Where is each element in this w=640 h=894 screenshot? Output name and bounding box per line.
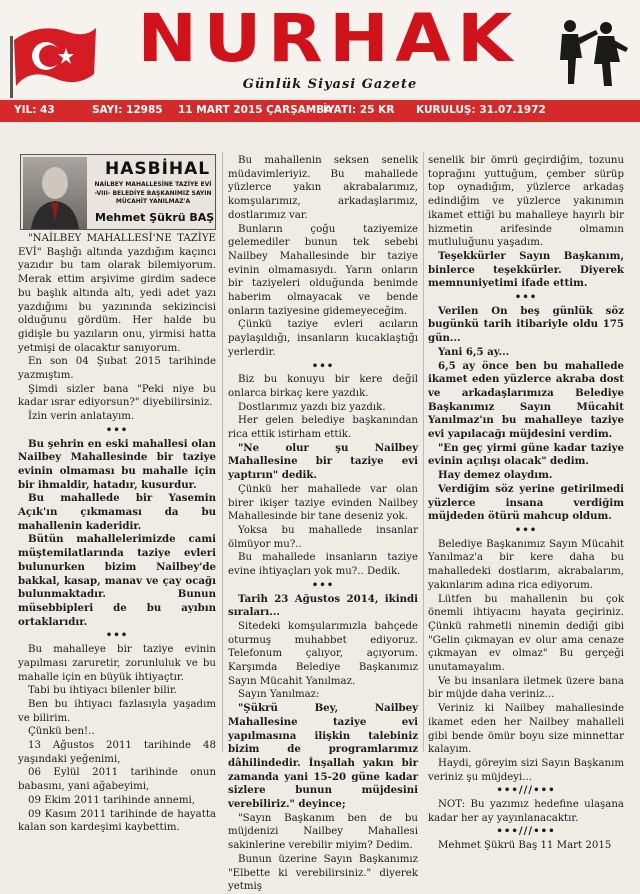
folk-dancers-icon <box>548 14 630 92</box>
article-paragraph: "En geç yirmi güne kadar taziye evinin açılışı olacak" dedim. <box>428 441 624 468</box>
article-paragraph: Mehmet Şükrü Baş 11 Mart 2015 <box>438 840 612 852</box>
author-photo <box>23 157 87 229</box>
article-paragraph: Veriniz ki Nailbey mahallesinde ikamet eden her Nailbey mahalleli gibi bende ömür boyu size minnettar kalayım. <box>428 703 624 756</box>
article-paragraph: Ben bu ihtiyacı fazlasıyla yaşadım ve bilirim. <box>18 698 216 724</box>
article-paragraph: 09 Kasım 2011 tarihinde de hayatta kalan son kardeşimi kaybettim. <box>18 808 216 834</box>
article-paragraph: Dostlarımız yazdı biz yazdık. <box>238 401 386 413</box>
price-label: FİYATI: 25 KR <box>316 104 395 116</box>
article-paragraph: Bütün mahallelerimizde cami müştemilatlarında taziye evleri bulunurken bizim Nailbey'de bakkal, kasap, manav ve çay ocağı bulunmaktadır. Bunun müsebbipleri de bu ayıbın ortaklarıdır. <box>18 533 216 628</box>
article-paragraph: Her gelen belediye başkanından rica ettik istirham ettik. <box>228 415 418 441</box>
article-paragraph: Teşekkürler Sayın Başkanım, binlerce teşekkürler. Diyerek memnuniyetimi ifade ettim. <box>428 249 624 290</box>
article-paragraph: 13 Ağustos 2011 tarihinde 48 yaşındaki yeğenimi, <box>18 740 216 765</box>
subtitle-line: -VIII- BELEDİYE BAŞKANIMIZ SAYIN <box>94 189 212 197</box>
article-paragraph: Belediye Başkanımız Sayın Mücahit Yanılmaz'a bir kere daha bu mahalledeki dostlarım, akrabalarım, yakınlarım adına rica ediyorum. <box>428 538 624 591</box>
article-paragraph: İzin verin anlatayım. <box>28 411 135 423</box>
article-paragraph: Yani 6,5 ay... <box>438 345 510 358</box>
article-paragraph: Yoksa bu mahallede insanlar ölmüyor mu?.. <box>228 524 418 550</box>
article-paragraph: 06 Eylül 2011 tarihinde onun babasını, yani ağabeyimi, <box>18 767 216 793</box>
article-paragraph: Hay demez olaydım. <box>438 469 553 482</box>
article-paragraph: "Şükrü Bey, Nailbey Mahallesine taziye evi yapılmasına ilişkin talebiniz bizim de programlarımız dâhilindedir. İnşallah yakın bir zamanda yani 15-20 güne kadar sizlere bunun müjdesini verebiliriz." deyince; <box>228 702 418 811</box>
article-paragraph: Bu şehrin en eski mahallesi olan Nailbey Mahallesinde bir taziye evinin olmaması bu mahalle için bir ihmaldir, hatadır, kusurdur. <box>18 437 216 491</box>
article-paragraph: Ve bu insanlara iletmek üzere bana bir müjde daha veriniz... <box>428 675 624 701</box>
article-paragraph: Sitedeki komşularımızla bahçede oturmuş muhabbet ediyoruz. Telefonum çalıyor, açıyorum. Karşımda Belediye Başkanımız Sayın Mücahit Yanılmaz. <box>228 620 418 687</box>
article-column-1 <box>18 232 216 835</box>
article-paragraph: En son 04 Şubat 2015 tarihinde yazmıştım. <box>18 356 216 382</box>
column-divider <box>423 152 424 752</box>
article-paragraph: Bunun üzerine Sayın Başkanımız "Elbette ki verebilirsiniz." diyerek yetmiş <box>228 853 418 893</box>
article-paragraph: "Ne olur şu Nailbey Mahallesine bir taziye evi yaptırın" dedik. <box>228 441 418 482</box>
newspaper-logo: NURHAK <box>137 0 519 77</box>
tagline: Günlük Siyasi Gazete <box>242 77 418 92</box>
column-header-box <box>20 154 216 230</box>
article-paragraph: Çünkü ben!.. <box>28 726 95 738</box>
section-separator: ••• <box>105 629 129 642</box>
subtitle-line: NAİLBEY MAHALLESİNE TAZİYE EVİ <box>94 181 212 188</box>
turkish-flag-icon <box>10 18 98 98</box>
section-separator: •••///••• <box>496 784 556 797</box>
article-paragraph: Şimdi sizler bana "Peki niye bu kadar ısrar ediyorsun?" diyebilirsiniz. <box>18 383 216 409</box>
author-name: Mehmet Şükrü BAŞ <box>95 211 215 224</box>
article-paragraph: Bu mahalleye bir taziye evinin yapılması zaruretir, zorunluluk ve bu mahalle için en büyük ihtiyaçtır. <box>18 644 216 683</box>
article-paragraph: 09 Ekim 2011 tarihinde annemi, <box>28 794 195 806</box>
founded-label: KURULUŞ: 31.07.1972 <box>416 104 546 116</box>
subtitle-line: MÜCAHİT YANILMAZ'A <box>115 198 191 205</box>
article-paragraph: Tarih 23 Ağustos 2014, ikindi sıraları... <box>228 592 418 619</box>
issue-number: SAYI: 12985 <box>92 104 163 116</box>
article-paragraph: Sayın Yanılmaz: <box>238 689 320 701</box>
article-paragraph: Verdiğim söz yerine getirilmedi yüzlerce insana verdiğim müjdeden ötürü mahcup oldum. <box>428 482 624 523</box>
article-paragraph: Bunların çoğu taziyemize gelemediler bunun tek sebebi Nailbey Mahallesinde bir taziye evinin olmamasıydı. Yarın onların bir taziyeleri olduğunda benimde haberim olmayacak ve bende onların taziyesine gidemeyeceğim. <box>228 223 418 317</box>
masthead <box>0 0 640 98</box>
article-paragraph: Haydi, göreyim sizi Sayın Başkanım veriniz şu müjdeyi... <box>428 757 624 783</box>
article-paragraph: Çünkü her mahallede var olan birer ikişer taziye evinden Nailbey Mahallesinde bir tane deseniz yok. <box>228 483 418 523</box>
section-separator: ••• <box>105 423 129 436</box>
article-column-2 <box>228 154 418 894</box>
article-paragraph: NOT: Bu yazımız hedefine ulaşana kadar her ay yayınlanacaktır. <box>428 799 624 824</box>
issue-info-bar <box>0 100 640 122</box>
article-paragraph: Çünkü taziye evleri acıların paylaşıldığı, insanların kucaklaştığı yerlerdir. <box>228 319 418 358</box>
article-paragraph: Lütfen bu mahallenin bu çok önemli ihtiyacını hayata geçiriniz. Çünkü rahmetli ninemin dediği gibi "Gelin çıkmayan ev olur ama cenaze çıkmayan ev olmaz" Bu gerçeği unutamayalım. <box>428 593 624 674</box>
column-title: HASBİHAL <box>105 159 211 179</box>
section-separator: ••• <box>311 359 335 372</box>
article-paragraph: Bu mahallenin seksen senelik müdavimleriyiz. Bu mahallede yüzlerce yakın akrabalarımız, komşularımız, arkadaşlarımız, dostlarımız var. <box>228 155 418 221</box>
section-separator: •••///••• <box>496 825 556 838</box>
article-paragraph: Bu mahallede insanların taziye evine ihtiyaçları yok mu?.. Dedik. <box>228 552 418 578</box>
article-paragraph: "Sayın Başkanım ben de bu müjdenizi Nailbey Mahallesi sakinlerine verebilir miyim? Dedim. <box>228 812 418 852</box>
article-paragraph: Bu mahallede bir Yasemin Açık'ın çıkmaması da bu mahallenin kaderidir. <box>18 492 216 532</box>
article-paragraph: Tabi bu ihtiyacı bilenler bilir. <box>28 685 177 697</box>
article-paragraph: 6,5 ay önce ben bu mahallede ikamet eden yüzlerce akraba dost ve arkadaşlarımıza Belediye Başkanımız Sayın Mücahit Yanılmaz'ın bu mahalleye taziye evi yapılacağı müjdesini verdim. <box>428 359 624 441</box>
section-separator: ••• <box>311 578 335 591</box>
article-paragraph: "NAİLBEY MAHALLESİ'NE TAZİYE EVİ" Başlığı altında yazdığım kaçıncı yazıdır bu tam olarak bilemiyorum. Merak ettim arşivime girdim sadece bu başlık altında altı, yedi adet yazı yazdığımı bu yazınında sekizincisi olduğunu gördüm. Her halde bu gidişle bu yazıların onu, yirmisi hatta yetmişi de olacaktır sanıyorum. <box>18 233 216 354</box>
section-separator: ••• <box>514 523 538 536</box>
year-label: YIL: 43 <box>14 104 55 116</box>
article-paragraph: Biz bu konuyu bir kere değil onlarca birkaç kere yazdık. <box>228 374 418 399</box>
article-paragraph: senelik bir ömrü geçirdiğim, tozunu toprağını yuttuğum, çember sürüp top oynadığım, yüzlerce arkadaş edindiğim ve yüzlerce yakınımın ikamet ettiği bu mahalleye hayırlı bir hizmetin arifesinde olmamın mutluluğunu yaşadım. <box>428 155 624 249</box>
section-separator: ••• <box>514 291 538 304</box>
column-divider <box>222 152 223 752</box>
issue-date: 11 MART 2015 ÇARŞAMBA <box>178 104 333 116</box>
column-subtitle <box>91 181 215 207</box>
article-paragraph: Verilen On beş günlük söz bugünkü tarih itibariyle oldu 175 gün... <box>428 304 624 345</box>
article-column-3 <box>428 154 624 853</box>
